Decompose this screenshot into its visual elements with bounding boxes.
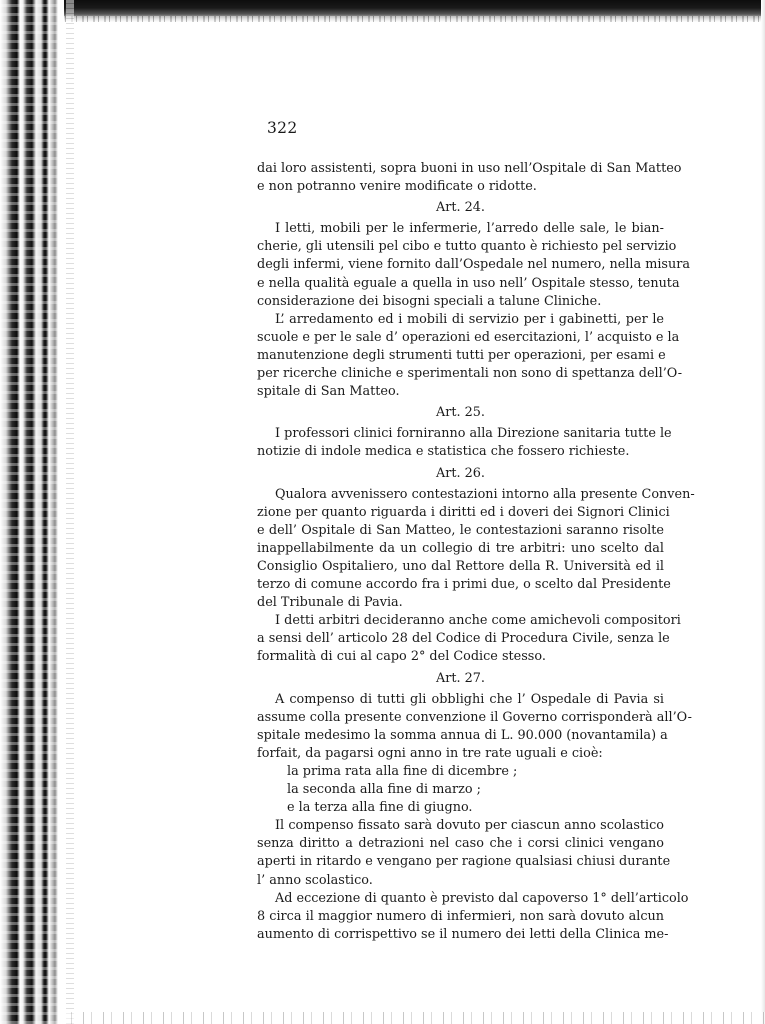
paragraph: [257, 612, 681, 666]
scan-top-edge: [0, 0, 765, 22]
article-heading: Art. 26.: [436, 465, 485, 481]
list-item: e la terza alla fine di giugno.: [287, 800, 473, 816]
text-line: scuole e per le sale d’ operazioni ed esercitazioni, l’ acquisto e la: [257, 329, 680, 345]
text-line: considerazione dei bisogni speciali a talune Cliniche.: [257, 293, 602, 309]
text-line: senza diritto a detrazioni nel caso che i corsi clinici vengano: [257, 836, 664, 852]
scan-bottom-edge: [64, 1012, 765, 1024]
text-line: I detti arbitri decideranno anche come amichevoli compositori: [275, 613, 681, 629]
text-line: notizie di indole medica e statistica che fossero richieste.: [257, 444, 630, 460]
book-binding-edge: [0, 0, 64, 1024]
text-line: cherie, gli utensili pel cibo e tutto quanto è richiesto pel servizio: [257, 239, 677, 255]
text-line: assume colla presente convenzione il Governo corrisponderà all’O-: [257, 709, 692, 725]
text-line: zione per quanto riguarda i diritti ed i doveri dei Signori Clinici: [257, 504, 670, 520]
text-line: Ad eccezione di quanto è previsto dal capoverso 1° dell’articolo: [275, 890, 689, 906]
text-line: Consiglio Ospitaliero, uno dal Rettore della R. Università ed il: [257, 558, 664, 574]
text-line: Qualora avvenissero contestazioni intorno alla presente Conven-: [275, 486, 695, 502]
scan-right-edge: [761, 0, 765, 1024]
text-line: terzo di comune accordo fra i primi due, o scelto dal Presidente: [257, 577, 671, 593]
text-line: forfait, da pagarsi ogni anno in tre rate uguali e cioè:: [257, 745, 603, 761]
article-heading: Art. 24.: [436, 200, 485, 216]
article-heading: Art. 27.: [436, 670, 485, 686]
article-heading: Art. 25.: [436, 405, 485, 421]
list-item: la seconda alla fine di marzo ;: [287, 782, 481, 798]
text-line: I letti, mobili per le infermerie, l’arredo delle sale, le bian-: [275, 221, 664, 237]
paragraph: [257, 425, 672, 461]
text-line: del Tribunale di Pavia.: [257, 595, 403, 611]
text-line: aumento di corrispettivo se il numero dei letti della Clinica me-: [257, 926, 669, 942]
text-line: formalità di cui al capo 2° del Codice stesso.: [257, 649, 546, 665]
text-line: aperti in ritardo e vengano per ragione qualsiasi chiusi durante: [257, 854, 671, 870]
page-number: 322: [267, 119, 298, 137]
paragraph: [257, 890, 689, 944]
paragraph: [257, 691, 692, 763]
installment-list: [257, 763, 664, 817]
text-line: Il compenso fissato sarà dovuto per ciascun anno scolastico: [275, 818, 664, 834]
text-line: per ricerche cliniche e sperimentali non sono di spettanza dell’O-: [257, 366, 683, 382]
paragraph: [257, 220, 690, 310]
text-line: spitale medesimo la somma annua di L. 90.000 (novantamila) a: [257, 727, 668, 743]
text-line: e non potranno venire modificate o ridotte.: [257, 179, 537, 195]
text-line: I professori clinici forniranno alla Direzione sanitaria tutte le: [275, 426, 672, 442]
text-line: 8 circa il maggior numero di infermieri, non sarà dovuto alcun: [257, 908, 664, 924]
document-body: [257, 160, 695, 944]
paragraph: [257, 486, 695, 613]
text-line: a sensi dell’ articolo 28 del Codice di Procedura Civile, senza le: [257, 631, 670, 647]
text-line: manutenzione degli strumenti tutti per operazioni, per esami e: [257, 347, 666, 363]
text-line: L’ arredamento ed i mobili di servizio per i gabinetti, per le: [275, 311, 664, 327]
text-line: e nella qualità eguale a quella in uso nell’ Ospitale stesso, tenuta: [257, 275, 680, 291]
text-line: e dell’ Ospitale di San Matteo, le contestazioni saranno risolte: [257, 522, 664, 538]
paragraph: [257, 160, 682, 196]
paragraph: [257, 817, 671, 889]
text-line: l’ anno scolastico.: [257, 872, 373, 888]
text-line: degli infermi, viene fornito dall’Ospedale nel numero, nella misura: [257, 257, 690, 273]
text-line: A compenso di tutti gli obblighi che l’ Ospedale di Pavia si: [275, 691, 664, 707]
text-line: dai loro assistenti, sopra buoni in uso nell’Ospitale di San Matteo: [257, 161, 682, 176]
text-line: spitale di San Matteo.: [257, 384, 400, 400]
text-line: inappellabilmente da un collegio di tre arbitri: uno scelto dal: [257, 540, 664, 556]
list-item: la prima rata alla fine di dicembre ;: [287, 764, 518, 779]
paragraph: [257, 311, 683, 401]
